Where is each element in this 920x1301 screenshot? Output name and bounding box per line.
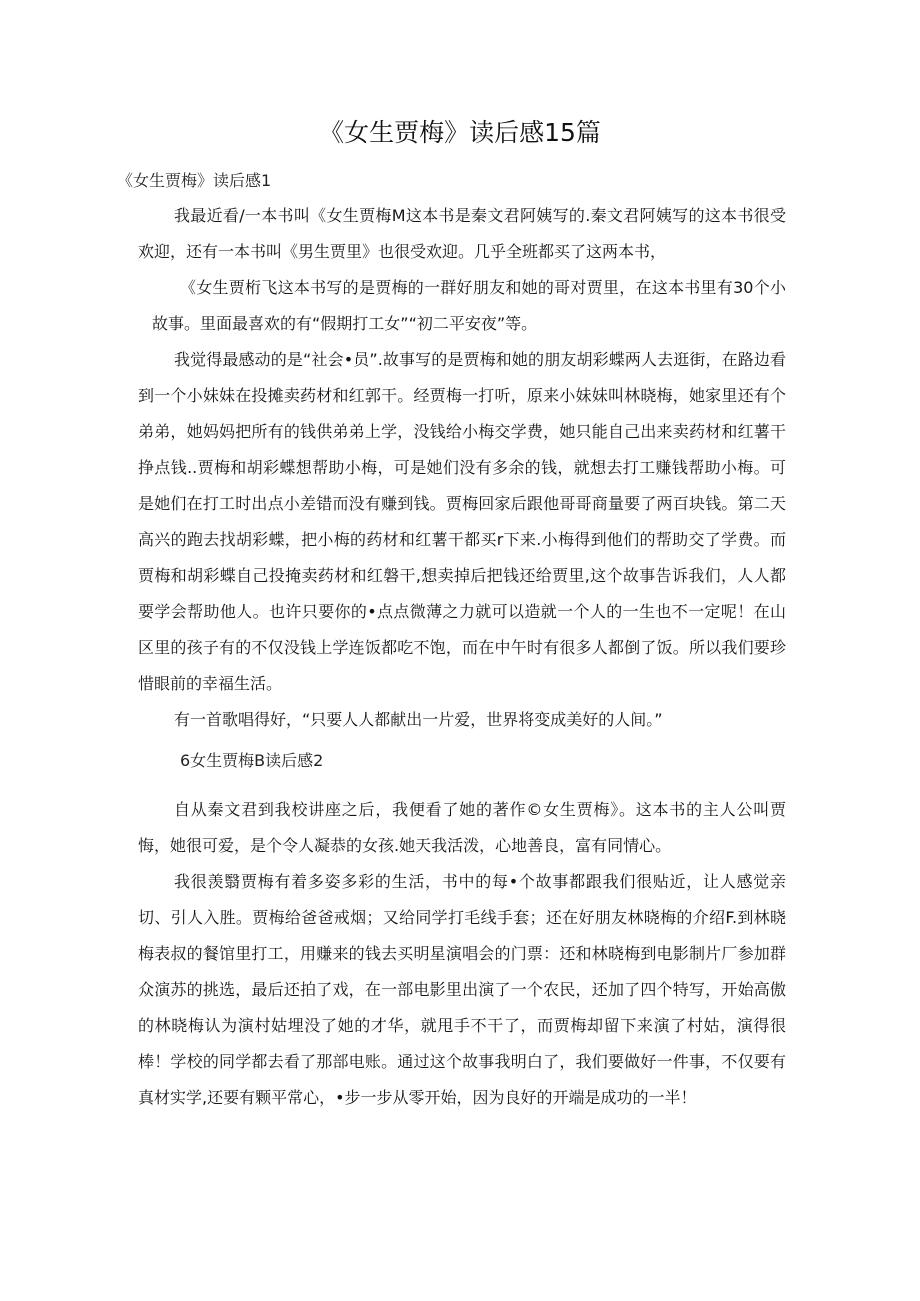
section-1-paragraph-4: 有一首歌唱得好，“只要人人都献出一片爱，世界将变成美好的人间。” bbox=[174, 710, 663, 729]
section-2-paragraph-2: 我很羡翳贾梅有着多姿多彩的生活，书中的每•个故事都跟我们很贴近，让人感觉亲切、引人入胜。贾梅给爸爸戒烟；又给同学打毛线手套；还在好朋友林晓梅的介绍F.到林晓梅表叔的餐馆里打工，用赚来的钱去买明星演唱会的门票：还和林晓梅到电影制片厂参加群众演苏的挑选，最后还拍了戏，在一部电影里出演了一个农民，还加了四个特写，开始高傲的林晓梅认为演村姑埋没了她的才华，就甩手不干了，而贾梅却留下来演了村姑，演得很棒！学校的同学都去看了那部电账。通过这个故事我明白了，我们要做好一件事，不仅要有真材实学,还要有颗平常心，•步一步从零开始，因为良好的开端是成功的一半！ bbox=[138, 872, 786, 1107]
section-1-paragraph-1: 我最近看/一本书叫《女生贾梅M这本书是秦文君阿姨写的.秦文君阿姨写的这本书很受欢迎，还有一本书叫《男生贾里》也很受欢迎。几乎全班都买了这两本书， bbox=[138, 206, 786, 261]
section-1-paragraph-3: 我觉得最感动的是“社会•员”.故事写的是贾梅和她的朋友胡彩蝶两人去逛街，在路边看到一个小妹妹在投摊卖药材和红郭干。经贾梅一打听，原来小妹妹叫林晓梅，她家里还有个弟弟，她妈妈把所有的钱供弟弟上学，没钱给小梅交学费，她只能自己出来卖药材和红薯干挣点钱..贾梅和胡彩蝶想帮助小梅，可是她们没有多余的钱，就想去打工赚钱帮助小梅。可是她们在打工时出点小差错而没有赚到钱。贾梅回家后跟他哥哥商量要了两百块钱。第二天高兴的跑去找胡彩蝶，把小梅的药材和红薯干都买r下来.小梅得到他们的帮助交了学费。而贾梅和胡彩蝶自己投掩卖药材和红磐干,想卖掉后把钱还给贾里,这个故事告诉我们，人人都要学会帮助他人。也许只要你的•点点微薄之力就可以造就一个人的一生也不一定呢！在山区里的孩子有的不仅没钱上学连饭都吃不饱，而在中午时有很多人都倒了饭。所以我们要珍惜眼前的幸福生活。 bbox=[138, 350, 786, 693]
document-title: 《女生贾梅》读后感15篇 bbox=[319, 118, 601, 147]
section-heading-1: 《女生贾梅》读后感1 bbox=[117, 171, 272, 190]
section-heading-2: 6女生贾梅B读后感2 bbox=[180, 751, 324, 770]
section-1-paragraph-2: 《女生贾桁飞这本书写的是贾梅的一群好朋友和她的哥对贾里，在这本书里有30个小故事。里面最喜欢的有“假期打工女”“初二平安夜”等。 bbox=[152, 278, 786, 333]
section-2-paragraph-1: 自从秦文君到我校讲座之后，我便看了她的著作©女生贾梅》。这本书的主人公叫贾悔，她很可爱，是个令人凝恭的女孩.她天我活泼，心地善良，富有同情心。 bbox=[138, 800, 786, 855]
